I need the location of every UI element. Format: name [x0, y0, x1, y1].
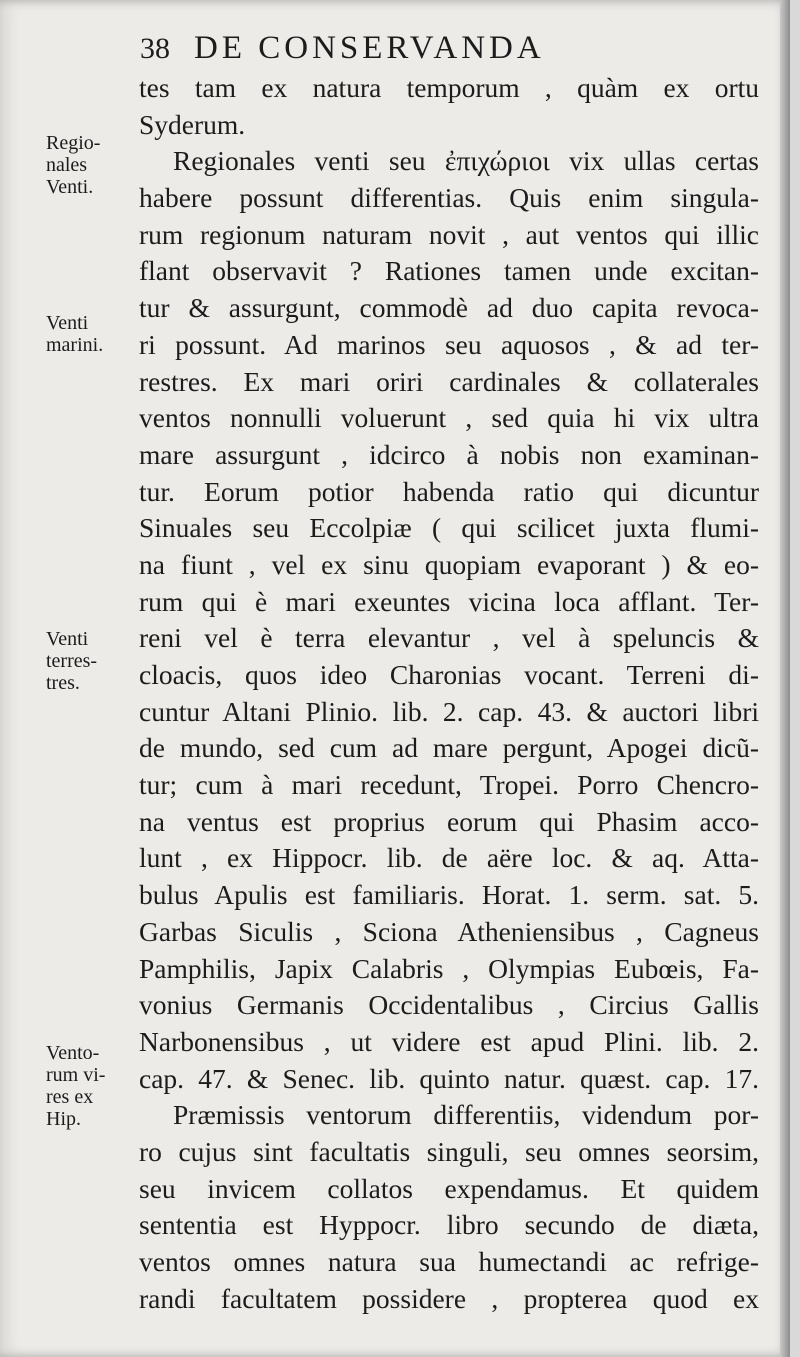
- text-line: tur. Eorum potior habenda ratio qui dicuntur: [139, 475, 759, 507]
- text-line: Narbonensibus , ut videre est apud Plini. lib. 2.: [139, 1025, 759, 1057]
- body-text: [139, 70, 759, 1317]
- paragraph-start-line: Præmissis ventorum differentiis, videndum por-: [173, 1099, 759, 1131]
- text-line: rum qui è mari exeuntes vicina loca afflant. Ter-: [139, 585, 759, 617]
- marginal-note-line: nales: [46, 154, 88, 176]
- text-line: tur; cum à mari recedunt, Tropei. Porro Chencro-: [139, 769, 759, 801]
- text-line: vonius Germanis Occidentalibus , Circius Gallis: [139, 989, 759, 1021]
- text-line: reni vel è terra elevantur , vel à speluncis &: [139, 622, 759, 654]
- marginal-note-regionales-venti: [46, 132, 134, 198]
- text-line: restres. Ex mari oriri cardinales & collaterales: [139, 365, 759, 397]
- text-line: randi facultatem possidere , propterea quod ex: [139, 1282, 759, 1314]
- text-line: cap. 47. & Senec. lib. quinto natur. quæst. cap. 17.: [139, 1062, 759, 1094]
- text-line: de mundo, sed cum ad mare pergunt, Apogei dicũ-: [139, 732, 759, 764]
- page-number: 38: [140, 32, 170, 65]
- marginal-note-line: res ex: [46, 1086, 94, 1108]
- text-line: ventos nonnulli voluerunt , sed quia hi vix ultra: [139, 402, 759, 434]
- running-title: DE CONSERVANDA: [194, 30, 545, 66]
- text-line: rum regionum naturam novit , aut ventos qui illic: [139, 218, 759, 250]
- marginal-note-line: marini.: [46, 334, 104, 356]
- marginal-note-line: Venti.: [46, 176, 94, 198]
- text-line: tur & assurgunt, commodè ad duo capita revoca-: [139, 292, 759, 324]
- marginal-note-venti-marini: [46, 312, 134, 356]
- text-line: Pamphilis, Japix Calabris , Olympias Eubœis, Fa-: [139, 952, 759, 984]
- text-line: cloacis, quos ideo Charonias vocant. Terreni di-: [139, 659, 759, 690]
- text-line: seu invicem collatos expendamus. Et quidem: [139, 1172, 759, 1204]
- marginal-note-line: Venti: [46, 628, 89, 650]
- marginal-note-ventorum-vires: [46, 1042, 134, 1130]
- text-line: Garbas Siculis , Sciona Atheniensibus , Cagneus: [139, 915, 759, 947]
- text-line: lunt , ex Hippocr. lib. de aëre loc. & aq. Atta-: [139, 842, 759, 874]
- text-line: flant observavit ? Rationes tamen unde excitan-: [139, 255, 759, 287]
- text-line: ro cujus sint facultatis singuli, seu omnes seorsim,: [139, 1135, 759, 1167]
- text-line: habere possunt differentias. Quis enim singula-: [139, 182, 759, 214]
- page-edge-shadow: [780, 0, 790, 1357]
- text-line: ri possunt. Ad marinos seu aquosos , & ad ter-: [139, 328, 759, 360]
- text-line: ventos omnes natura sua humectandi ac refrige-: [139, 1246, 759, 1277]
- text-line: sententia est Hyppocr. libro secundo de diæta,: [139, 1209, 759, 1241]
- text-line: na ventus est proprius eorum qui Phasim acco-: [139, 805, 759, 837]
- text-line: mare assurgunt , idcirco à nobis non examinan-: [139, 438, 759, 470]
- marginal-note-line: rum vi-: [46, 1064, 106, 1086]
- marginal-note-venti-terrestres: [46, 628, 134, 694]
- text-line: Sinuales seu Eccolpiæ ( qui scilicet juxta flumi-: [139, 512, 759, 544]
- marginal-note-line: Venti: [46, 312, 89, 334]
- marginal-note-line: terres-: [46, 650, 98, 672]
- marginal-note-line: Hip.: [46, 1108, 81, 1130]
- text-line: bulus Apulis est familiaris. Horat. 1. serm. sat. 5.: [139, 879, 759, 911]
- text-line: Syderum.: [139, 108, 246, 140]
- text-line: cuntur Altani Plinio. lib. 2. cap. 43. & auctori libri: [139, 695, 759, 727]
- paragraph-start-line: Regionales venti seu ἐπιχώριοι vix ullas certas: [173, 145, 759, 177]
- marginal-note-line: Regio-: [46, 132, 101, 154]
- text-line: tes tam ex natura temporum , quàm ex ortu: [139, 72, 759, 103]
- marginal-note-line: tres.: [46, 672, 80, 694]
- marginal-note-line: Vento-: [46, 1042, 100, 1064]
- text-line: na fiunt , vel ex sinu quopiam evaporant ) & eo-: [139, 548, 759, 580]
